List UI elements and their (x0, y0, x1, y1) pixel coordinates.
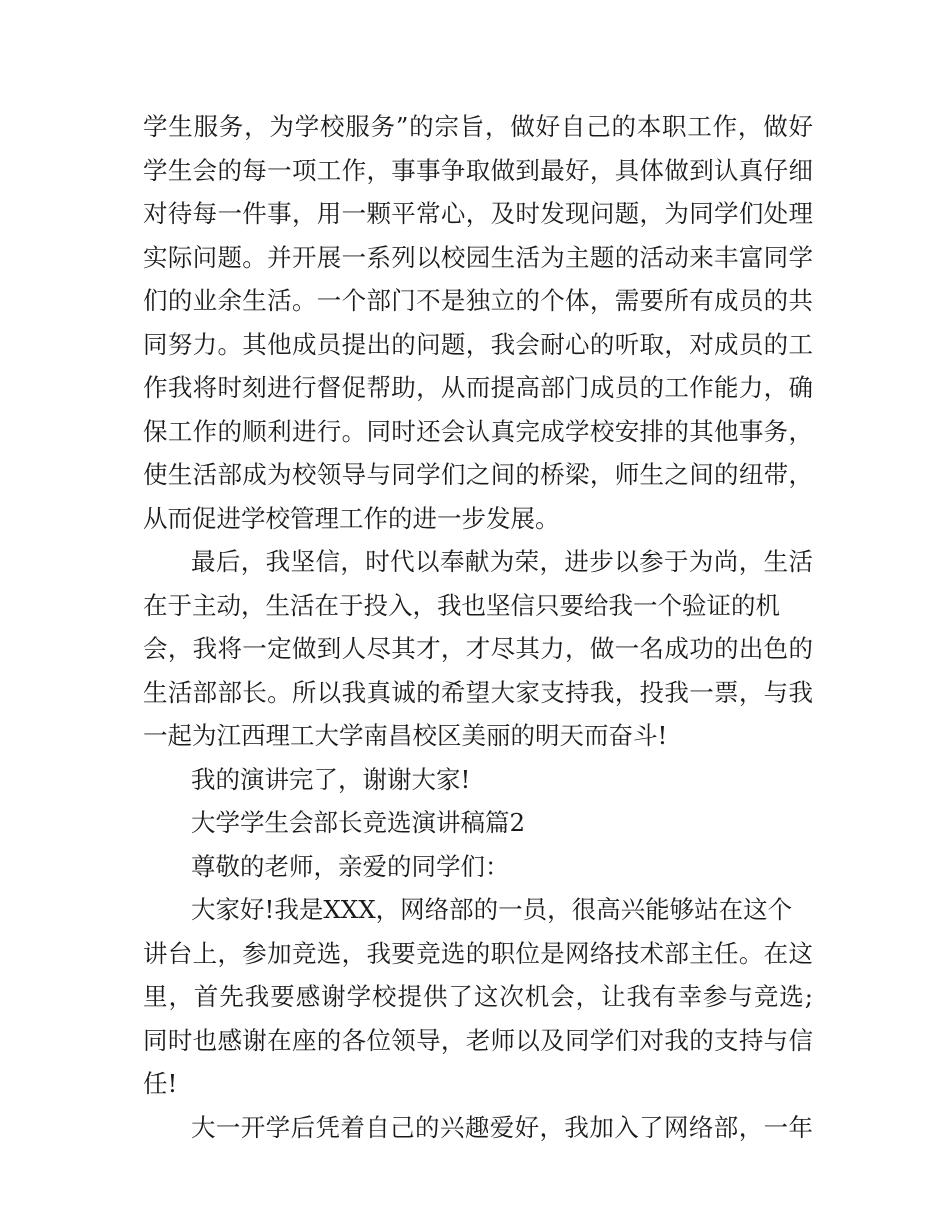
text-line: 从而促进学校管理工作的进一步发展。 (143, 503, 560, 533)
text-line: 讲台上，参加竞选，我要竞选的职位是网络技术部主任。在这 (143, 938, 813, 968)
text-line: 任! (143, 1069, 178, 1098)
paragraph-first-line: 大一开学后凭着自己的兴趣爱好，我加入了网络部，一年 (191, 1112, 813, 1142)
text-line: 保工作的顺利进行。同时还会认真完成学校安排的其他事务， (143, 416, 813, 446)
text-line: 对待每一件事，用一颗平常心，及时发现问题，为同学们处理 (143, 199, 813, 228)
text-line: 在于主动，生活在于投入，我也坚信只要给我一个验证的机 (143, 590, 780, 620)
paragraph-first-line: 最后，我坚信，时代以奉献为荣，进步以参于为尚，生活 (191, 547, 813, 576)
text-line: 作我将时刻进行督促帮助，从而提高部门成员的工作能力，确 (143, 373, 813, 402)
text-line: 会，我将一定做到人尽其才，才尽其力，做一名成功的出色的 (143, 634, 813, 663)
text-line: 学生服务，为学校服务”的宗旨，做好自己的本职工作，做好 (143, 112, 813, 141)
paragraph-first-line: 我的演讲完了，谢谢大家! (191, 764, 471, 794)
text-line: 一起为江西理工大学南昌校区美丽的明天而奋斗! (143, 721, 668, 750)
paragraph-first-line: 大家好!我是XXX，网络部的一员，很高兴能够站在这个 (191, 895, 793, 924)
salutation: 尊敬的老师，亲爱的同学们： (191, 851, 510, 881)
text-line: 里，首先我要感谢学校提供了这次机会，让我有幸参与竞选; (143, 982, 813, 1011)
text-line: 同努力。其他成员提出的问题，我会耐心的听取，对成员的工 (143, 329, 813, 359)
text-line: 生活部部长。所以我真诚的希望大家支持我，投我一票，与我 (143, 677, 813, 707)
text-line: 使生活部成为校领导与同学们之间的桥梁，师生之间的纽带， (143, 460, 813, 489)
text-line: 学生会的每一项工作，事事争取做到最好，具体做到认真仔细 (143, 155, 813, 185)
text-line: 们的业余生活。一个部门不是独立的个体，需要所有成员的共 (143, 286, 813, 315)
section-heading: 大学学生会部长竞选演讲稿篇2 (191, 808, 526, 837)
document-body (143, 105, 813, 1149)
text-line: 实际问题。并开展一系列以校园生活为主题的活动来丰富同学 (143, 242, 813, 272)
text-line: 同时也感谢在座的各位领导，老师以及同学们对我的支持与信 (143, 1025, 813, 1055)
